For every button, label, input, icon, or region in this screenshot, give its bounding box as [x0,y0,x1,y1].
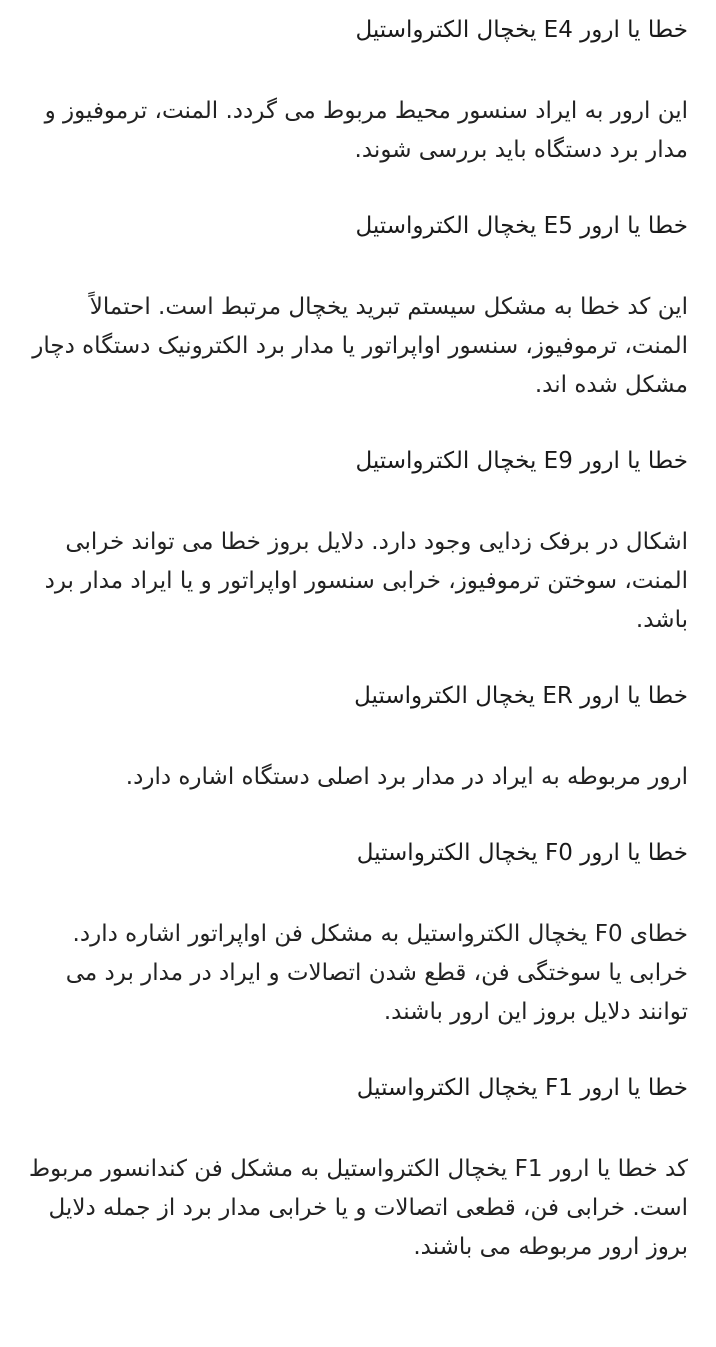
section-paragraph: خطای F0 یخچال الکترواستیل به مشکل فن اواپراتور اشاره دارد. خرابی یا سوختگی فن، قطع شدن اتصالات و ایراد در مدار برد می توانند دلایل بروز این ارور باشند. [65,921,688,1025]
section-paragraph: این کد خطا به مشکل سیستم تبرید یخچال مرتبط است. احتمالاً المنت، ترموفیوز، سنسور اواپراتور یا مدار برد الکترونیک دستگاه دچار مشکل شده اند. [32,294,688,398]
section-heading: خطا یا ارور E5 یخچال الکترواستیل [355,213,688,239]
section-paragraph: کد خطا یا ارور F1 یخچال الکترواستیل به مشکل فن کندانسور مربوط است. خرابی فن، قطعی اتصالات و یا خرابی مدار برد از جمله دلایل بروز ارور مربوطه می باشند. [28,1156,688,1260]
section-e9 [26,445,688,640]
section-paragraph: اشکال در برفک زدایی وجود دارد. دلایل بروز خطا می تواند خرابی المنت، سوختن ترموفیوز، خرابی سنسور اواپراتور و یا ایراد مدار برد باشد. [44,529,688,633]
section-f1 [26,1072,688,1267]
section-heading: خطا یا ارور F0 یخچال الکترواستیل [356,840,688,866]
section-heading: خطا یا ارور F1 یخچال الکترواستیل [356,1075,688,1101]
section-f0 [26,837,688,1032]
section-e5 [26,210,688,405]
section-heading: خطا یا ارور E9 یخچال الکترواستیل [355,448,688,474]
section-e4 [26,14,688,170]
section-heading: خطا یا ارور E4 یخچال الکترواستیل [355,17,688,43]
section-paragraph: این ارور به ایراد سنسور محیط مربوط می گردد. المنت، ترموفیوز و مدار برد دستگاه باید بررسی شوند. [44,98,688,163]
section-heading: خطا یا ارور ER یخچال الکترواستیل [354,683,688,709]
section-er [26,680,688,797]
section-paragraph: ارور مربوطه به ایراد در مدار برد اصلی دستگاه اشاره دارد. [125,764,688,790]
